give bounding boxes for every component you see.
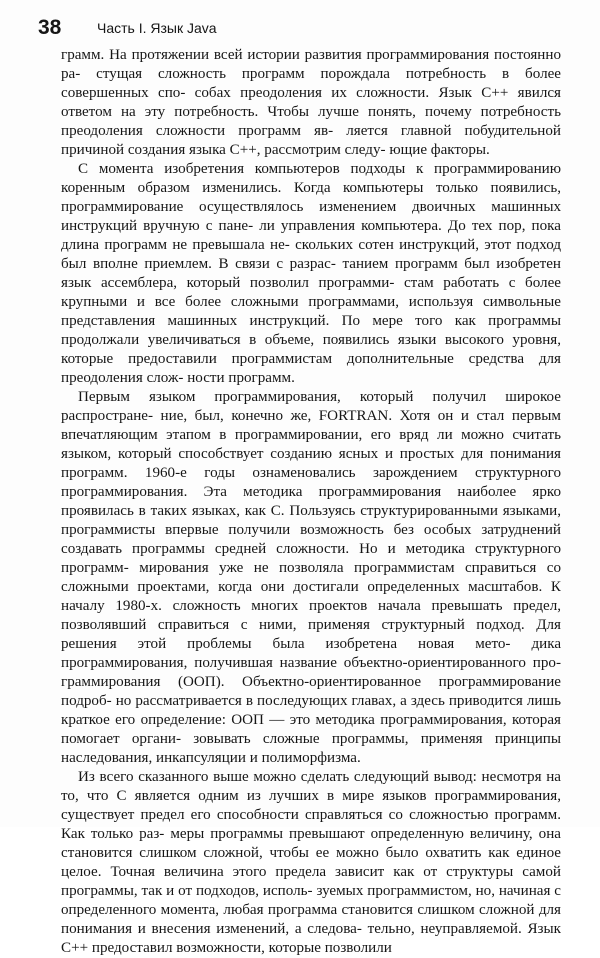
text-line: зовывать сложные программы, применяя принципы наследования, инкапсуляции [61,731,561,766]
text-line: дика программирования, получившая название объектно-ориентированного про- [61,636,562,671]
text-line: структурный подход. Для решения этой проблемы была изобретена новая мето- [61,617,561,652]
text-line: проектов начала превышать предел, позволявший справиться с ними, применяя [61,598,562,633]
paragraph-4 [61,768,561,958]
text-line: символьные представления машинных инструкций. По мере того как программы [61,294,562,329]
page-header [38,15,558,41]
text-line: скольких сотен инструкций, этот подход был вполне приемлем. В связи с разрас- [61,237,561,272]
text-line: создавать программы средней сложности. Но и методика структурного программ- [61,541,561,576]
text-line: Из всего сказанного выше можно сделать следующий вывод: несмотря на то, [61,769,561,804]
text-line: и полиморфизма. [249,750,361,766]
text-line: ние, был, конечно же, FORTRAN. Хотя он и стал первым впечатляющим этапом [61,408,561,443]
text-line: зарождением структурного программирования. Эта методика программирования [61,465,561,500]
text-line: предела зависит как от структуры самой программы, так и от подходов, исполь- [61,864,561,899]
text-line: граммирования (ООП). Объектно-ориентированное программирование подроб- [61,674,561,709]
text-line: осуществлялось изменением двоичных машинных инструкций вручную с пане- [61,199,562,234]
text-line: Первым языком программирования, который получил широкое распростране- [61,389,561,424]
text-line: сложной, чтобы ее можно было охватить как единое целое. Точная величина этого [61,845,561,880]
text-line: ющие факторы. [389,142,490,158]
text-line: ли управления компьютера. До тех пор, пока длина программ не превышала не- [61,218,561,253]
paragraph-1 [61,46,561,160]
text-line: зуемых программистом, но, начиная с определенного момента, любая программа [61,883,561,918]
text-line: образом изменились. Когда компьютеры только появились, программирование [61,180,561,215]
text-line: танием программ был изобретен язык ассемблера, который позволил программи- [61,256,562,291]
text-line: Чтобы лучше понять, почему потребность преодоления сложности программ яв- [61,104,561,139]
body-text [61,46,561,958]
text-line: в программировании, его вряд ли можно считать языком, который способствует [61,427,561,462]
text-line: мирования уже не позволяла программистам справиться со сложными проектами, [61,560,562,595]
text-line: собах преодоления их сложности. Язык С++ явился ответом на эту потребность. [61,85,561,120]
text-line: что С является одним из лучших в мире языков программирования, существует [61,788,561,823]
text-line: предел его способности справляться со сложностью программ. Как только раз- [61,807,561,842]
text-line: продолжали увеличиваться в объеме, появились языки высокого уровня, которые [61,332,561,367]
text-line: становится слишком сложной для понимания и внесения изменений, а следова- [61,902,561,937]
paragraph-2 [61,160,561,388]
text-line: но рассматривается в последующих главах, а здесь приводится лишь краткое его [61,693,561,728]
text-line: тельно, неуправляемой. Язык С++ предоставил возможности, которые позволили [61,921,561,956]
text-line: наиболее ярко проявилась в таких языках, как С. Пользуясь структурированными [61,484,561,519]
text-line: меры программы превышают определенную величину, она становится слишком [61,826,561,861]
text-line: созданию ясных и простых для понимания программ. 1960-е годы ознаменовались [61,446,562,481]
text-line: стам работать с более крупными и все более сложными программами, используя [61,275,561,310]
text-line: С момента изобретения компьютеров подходы к программированию коренным [61,161,561,196]
text-line: предоставили программистам дополнительные средства для преодоления слож- [61,351,561,386]
text-line: грамм. На протяжении всей истории развития программирования постоянно ра- [61,47,561,82]
text-line: когда они достигали определенных масштабов. К началу 1980-х. сложность многих [61,579,561,614]
text-line: языками, программисты впервые получили возможность без особых затруднений [61,503,561,538]
page-number: 38 [38,16,62,39]
text-line: определение: ООП — это методика программирования, которая помогает органи- [61,712,561,747]
text-line: ляется главной побудительной причиной создания языка С++, рассмотрим следу- [61,123,561,158]
running-head: Часть I. Язык Java [97,20,217,36]
paragraph-3 [61,388,561,768]
text-line: стущая сложность программ порождала потребность в более совершенных спо- [61,66,561,101]
text-line: ности программ. [187,370,295,386]
